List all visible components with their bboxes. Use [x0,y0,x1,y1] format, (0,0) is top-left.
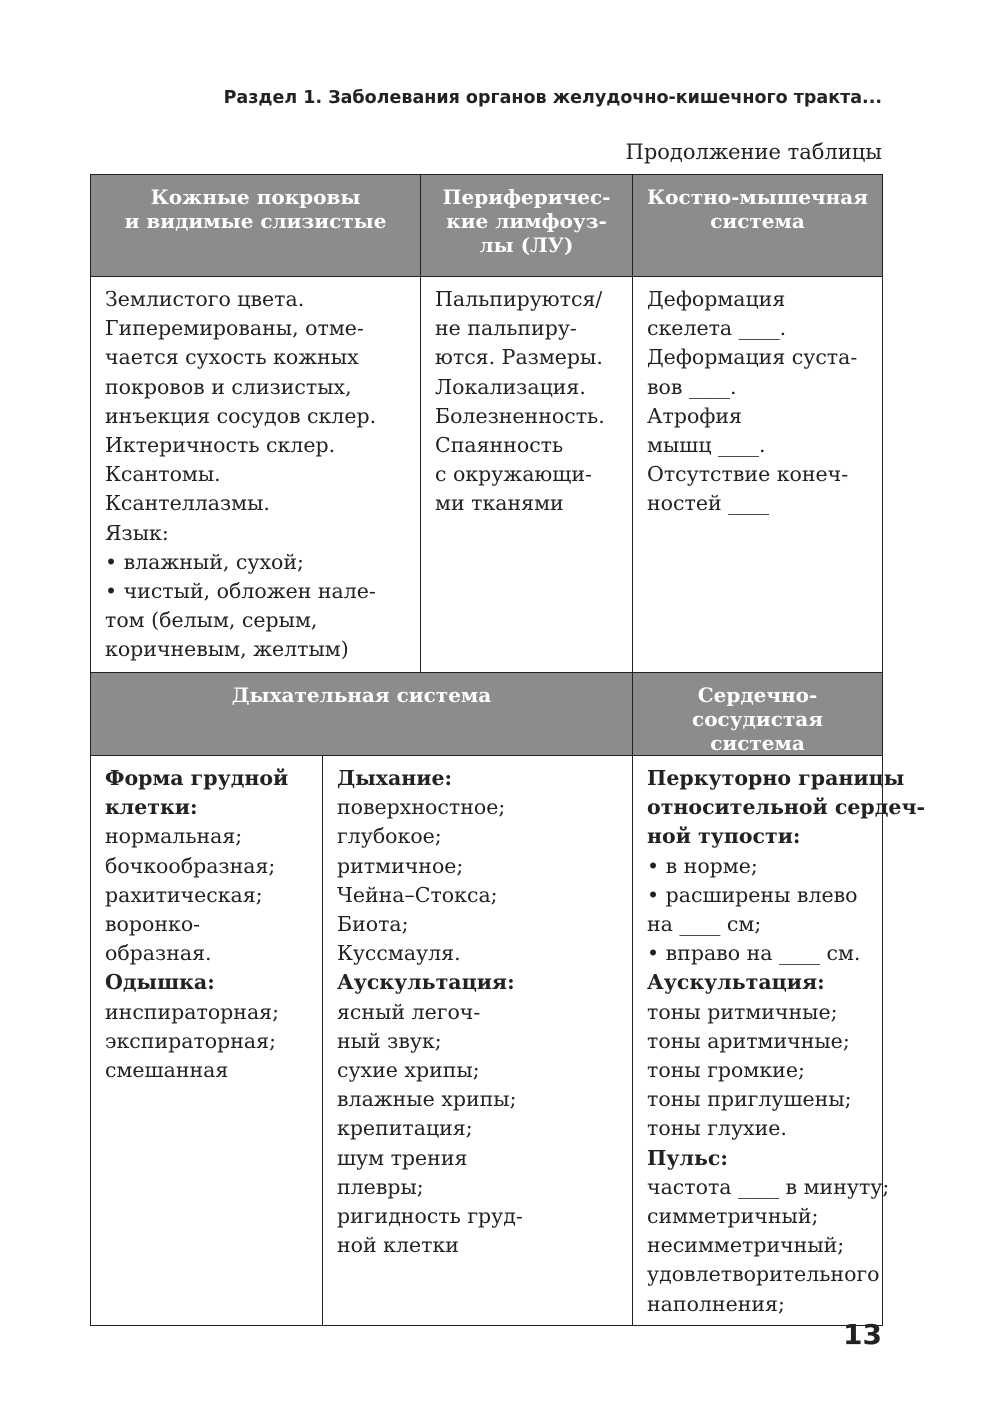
table-continuation-label: Продолжение таблицы [625,140,882,164]
cell-breathing-auscultation: Дыхание: поверхностное; глубокое; ритмичное; Чейна–Стокса; Биота; Куссмауля. Аускультация: ясный легоч- ный звук; сухие хрипы; влажные хрипы; крепитация; шум трения плевры; ригидность груд- ной клетки [323,756,633,1326]
page-number: 13 [843,1318,882,1351]
cell-lymph-nodes: Пальпируются/ не пальпиру- ются. Размеры. Локализация. Болезненность. Спаянность с окружающи- ми тканями [421,277,633,673]
header-respiratory: Дыхательная система [91,673,633,756]
header-skin-mucosa: Кожные покровы и видимые слизистые [91,175,421,277]
cell-skin-mucosa: Землистого цвета. Гиперемированы, отме- чается сухость кожных покровов и слизистых, инъекция сосудов склер. Иктеричность склер. Ксантомы. Ксантеллазмы. Язык: • влажный, сухой; • чистый, обложен нале- том (белым, серым, коричневым, желтым) [91,277,421,673]
table-header-row [91,673,883,756]
header-musculoskeletal: Костно-мышечная система [633,175,883,277]
running-head: Раздел 1. Заболевания органов желудочно-кишечного тракта... [223,88,882,108]
header-lymph-nodes: Периферичес- кие лимфоуз- лы (ЛУ) [421,175,633,277]
cell-chest-shape-dyspnea: Форма грудной клетки: нормальная; бочкообразная; рахитическая; воронко- образная. Одышка: инспираторная; экспираторная; смешанная [91,756,323,1326]
header-cardiovascular: Сердечно-сосудистая система [633,673,883,756]
cell-musculoskeletal: Деформация скелета ____. Деформация суста- вов ____. Атрофия мышц ____. Отсутствие конеч- ностей ____ [633,277,883,673]
cell-cardiovascular: Перкуторно границы относительной сердеч- ной тупости: • в норме; • расширены влево на ____ см; • вправо на ____ см. Аускультация: тоны ритмичные; тоны аритмичные; тоны громкие; тоны приглушены; тоны глухие. Пульс: частота ____ в минуту; симметричный; несимметричный; удовлетворительного наполнения; [633,756,883,1326]
table-row [91,756,883,1326]
table-row [91,277,883,673]
examination-table [90,174,925,1326]
table-header-row [91,175,883,277]
